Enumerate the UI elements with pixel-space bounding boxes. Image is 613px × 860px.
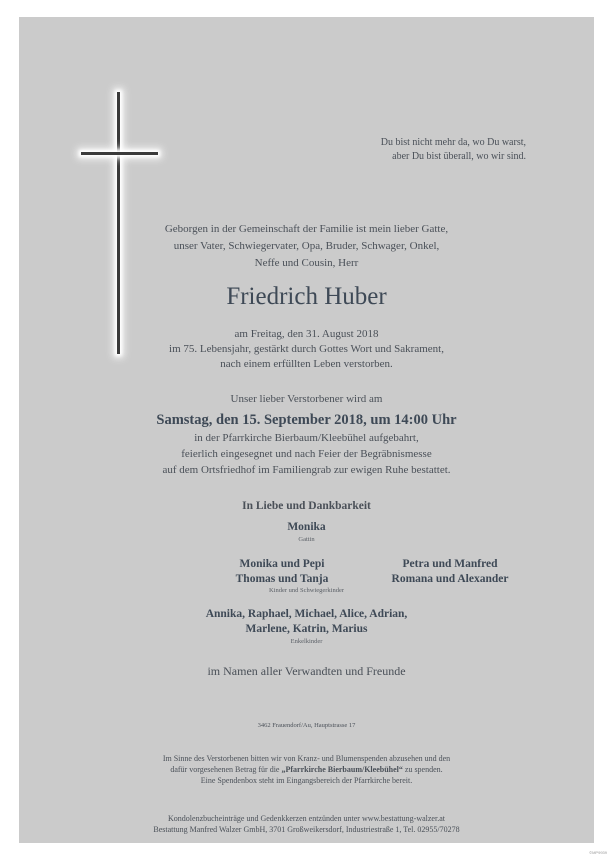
funeral-home	[19, 813, 594, 835]
grandchildren-line: Annika, Raphael, Michael, Alice, Adrian,	[205, 608, 408, 620]
funeral-home-line: Bestattung Manfred Walzer GmbH, 3701 Großweikersdorf, Industriestraße 1, Tel. 02955/70278	[153, 825, 460, 834]
mourners-heading: In Liebe und Dankbarkeit	[242, 500, 371, 512]
closing-line: im Namen aller Verwandten und Freunde	[207, 664, 406, 678]
quote-line: Du bist nicht mehr da, wo Du warst,	[380, 137, 526, 148]
service-line: in der Pfarrkirche Bierbaum/Kleebühel aufgebahrt,	[194, 432, 419, 444]
funeral-home-line: Kondolenzbucheinträge und Gedenkkerzen entzünden unter www.bestattung-walzer.at	[168, 814, 445, 823]
death-line: nach einem erfüllten Leben verstorben.	[220, 358, 393, 370]
intro-line: unser Vater, Schwiegervater, Opa, Bruder, Schwager, Onkel,	[173, 240, 440, 252]
deceased-name: Friedrich Huber	[226, 283, 387, 310]
donation-line: Im Sinne des Verstorbenen bitten wir von Kranz- und Blumenspenden abzusehen und den	[162, 754, 451, 763]
quote	[381, 136, 526, 164]
cross-icon-bar	[81, 152, 158, 155]
quote-line: aber Du bist überall, wo wir sind.	[392, 151, 526, 162]
intro-line: Geborgen in der Gemeinschaft der Familie ist mein lieber Gatte,	[164, 223, 449, 235]
grandchildren-line: Marlene, Katrin, Marius	[245, 623, 368, 635]
child-couple: Thomas und Tanja	[235, 573, 329, 585]
grandchildren	[19, 607, 594, 637]
children-left	[212, 557, 352, 587]
children-right	[370, 557, 530, 587]
child-couple: Petra und Manfred	[402, 558, 498, 570]
donation-recipient: „Pfarrkirche Bierbaum/Kleebühel“	[281, 765, 403, 774]
service-info	[19, 430, 594, 478]
intro-line: Neffe und Cousin, Herr	[254, 257, 359, 269]
death-text	[19, 327, 594, 372]
donation-text: dafür vorgesehenen Betrag für die	[170, 765, 282, 774]
death-line: am Freitag, den 31. August 2018	[234, 328, 379, 340]
wife-name: Monika	[287, 521, 326, 533]
donation-text: zu spenden.	[402, 765, 443, 774]
intro-text	[19, 221, 594, 272]
child-couple: Romana und Alexander	[391, 573, 509, 585]
service-line: feierlich eingesegnet und nach Feier der Begräbnismesse	[181, 448, 432, 460]
child-couple: Monika und Pepi	[239, 558, 325, 570]
wife-role: Gattin	[298, 536, 315, 543]
donation-note	[19, 753, 594, 786]
reference-code: ©MP9939	[589, 850, 607, 855]
grandchildren-role: Enkelkinder	[290, 638, 323, 645]
service-line: auf dem Ortsfriedhof im Familiengrab zur ewigen Ruhe bestattet.	[162, 464, 451, 476]
service-date: Samstag, den 15. September 2018, um 14:00 Uhr	[156, 412, 457, 428]
death-line: im 75. Lebensjahr, gestärkt durch Gottes Wort und Sakrament,	[169, 343, 444, 355]
donation-line	[19, 764, 594, 775]
children-role: Kinder und Schwiegerkinder	[268, 587, 345, 594]
service-announce: Unser lieber Verstorbener wird am	[230, 393, 383, 405]
address: 3462 Frauendorf/Au, Hauptstrasse 17	[257, 722, 356, 729]
donation-line: Eine Spendenbox steht im Eingangsbereich der Pfarrkirche bereit.	[200, 776, 413, 785]
